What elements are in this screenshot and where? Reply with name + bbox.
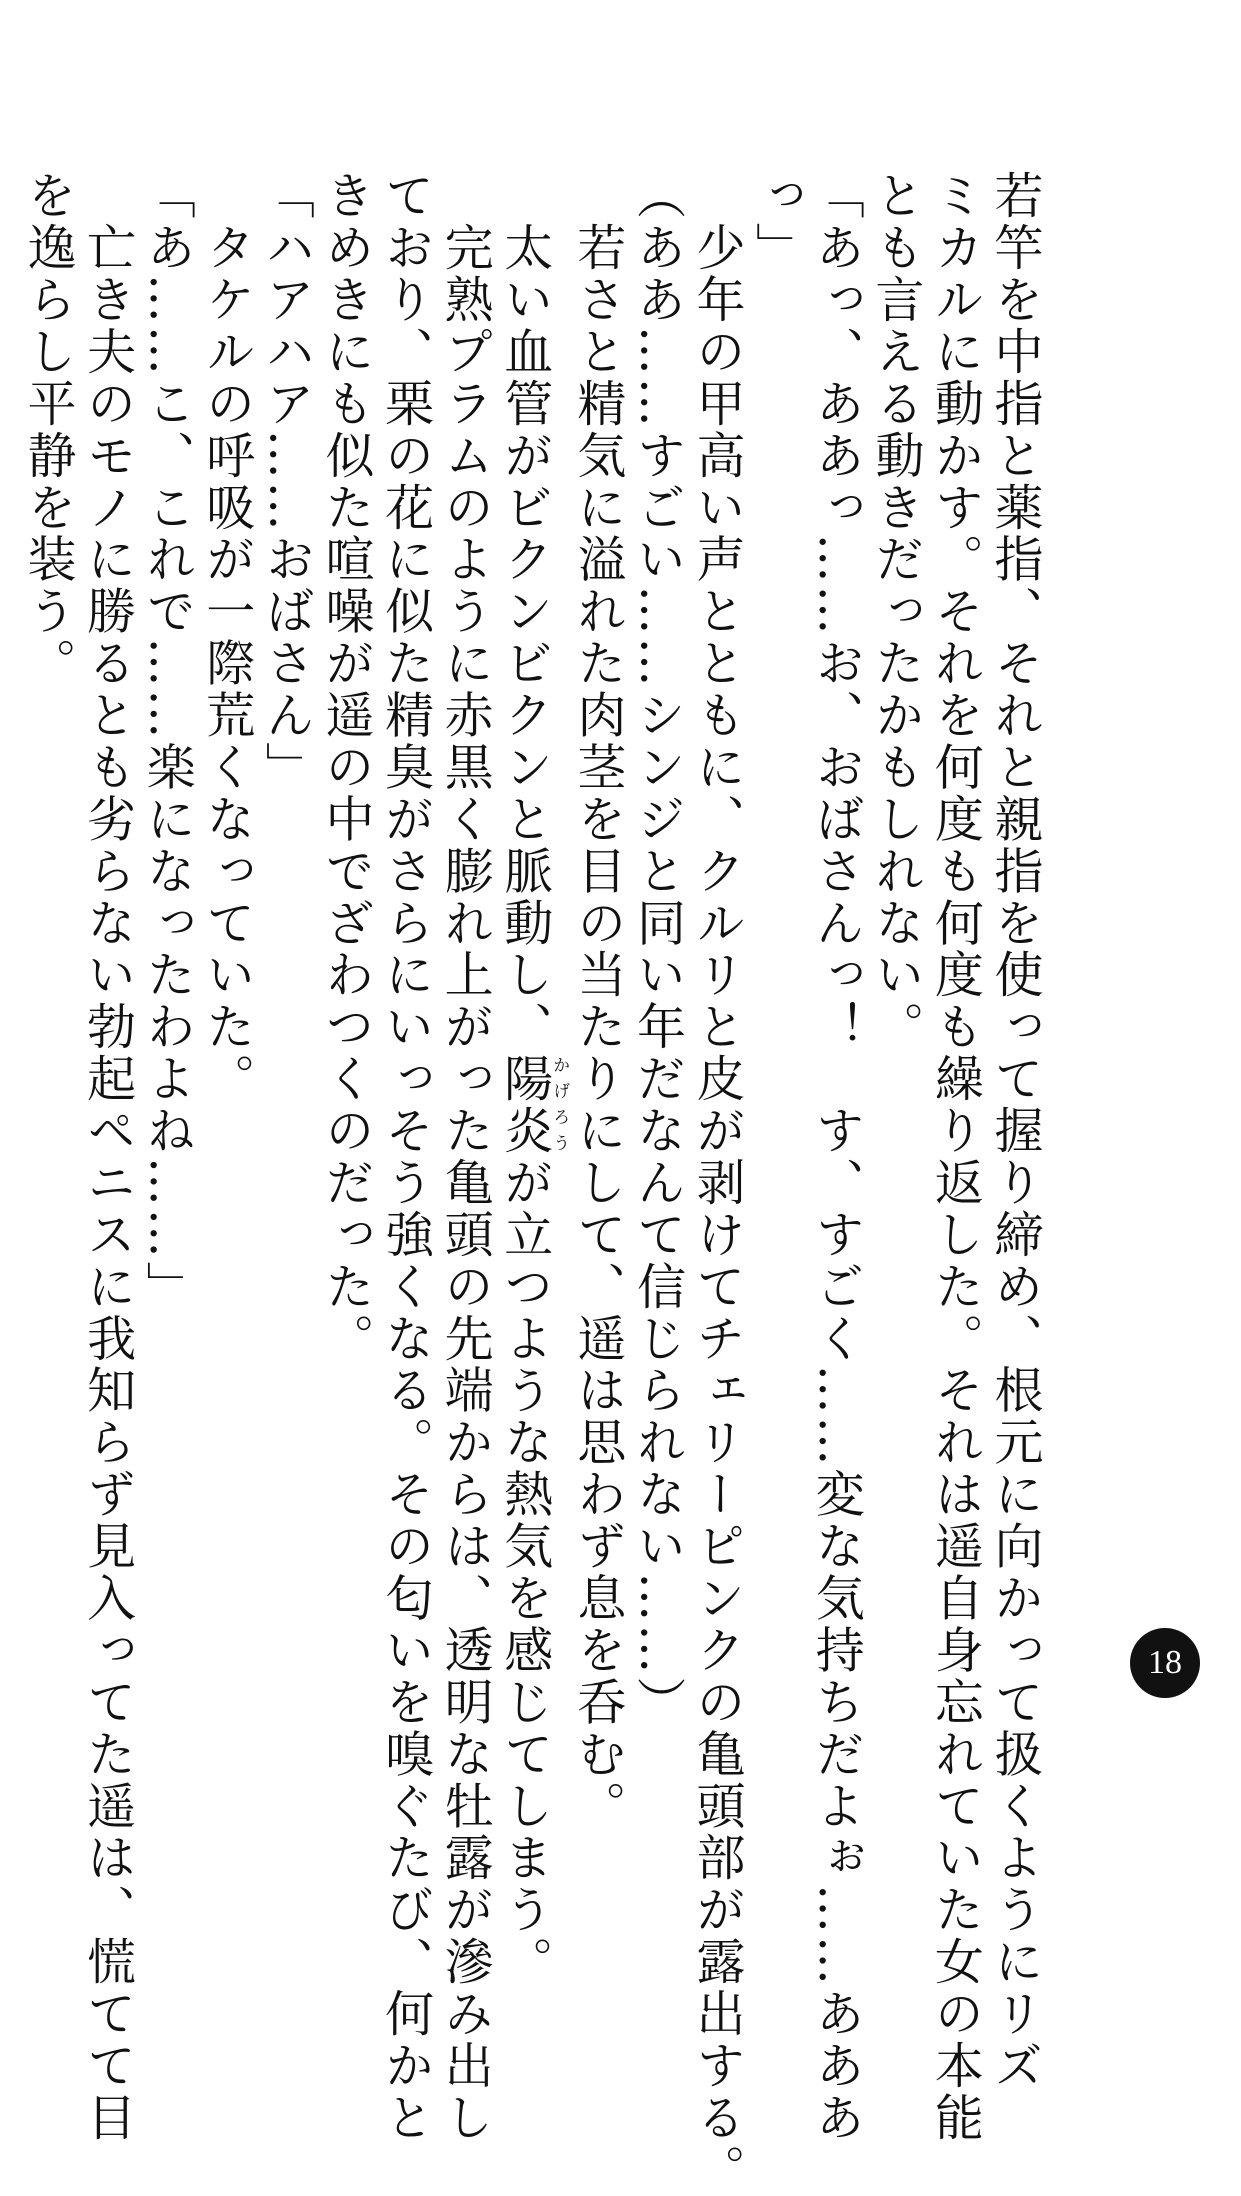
text-line: とも言える動きだったかもしれない。: [867, 170, 925, 1053]
text-line: を逸らし平静を装う。: [20, 170, 77, 690]
text-line: 若さと精気に溢れた肉茎を目の当たりにして、遥は思わず息を呑む。: [569, 170, 627, 1833]
text-line: 「あ……こ、これで……楽になったわよね……」: [139, 170, 197, 1313]
text-line: タケルの呼吸が一際荒くなっていた。: [198, 170, 256, 1105]
text-line: っ」: [748, 170, 806, 274]
ruby-word: [496, 1052, 570, 1157]
text-line: ミカルに動かす。それを何度も何度も繰り返した。それは遥自身忘れていた女の本能: [927, 170, 985, 2144]
line-segment: 太い血管がビクンビクンと脈動し、: [496, 170, 554, 1053]
ruby-base: 陽炎: [496, 1052, 554, 1157]
text-line: 「あっ、ああっ……お、おばさんっ！ す、すごく……変な気持ちだよぉ……あああ: [808, 170, 866, 2144]
text-line: 少年の甲高い声とともに、クルリと皮が剥けてチェリーピンクの亀頭部が露出する。: [689, 170, 747, 2196]
text-line: 亡き夫のモノに勝るとも劣らない勃起ペニスに我知らず見入ってた遥は、慌てて目: [79, 170, 137, 2144]
ruby-reading: かげろう: [549, 1052, 570, 1157]
text-line: ており、栗の花に似た精臭がさらにいっそう強くなる。その匂いを嗅ぐたび、何かと: [377, 170, 435, 2144]
text-line: きめきにも似た喧噪が遥の中でざわつくのだった。: [317, 170, 375, 1365]
text-line: 完熟プラムのように赤黒く膨れ上がった亀頭の先端からは、透明な牡露が滲み出し: [437, 170, 495, 2144]
text-line-with-ruby: [495, 170, 570, 1988]
line-segment: が立つような熱気を感じてしまう。: [496, 1156, 554, 1988]
text-line: 「ハアハア……おばさん」: [258, 170, 316, 794]
page-number-badge: 18: [1130, 1628, 1200, 1698]
text-line: （ああ……すごい……シンジと同い年だなんて信じられない……）: [629, 170, 687, 1729]
vertical-text-body: [18, 170, 1045, 2196]
text-line: 若竿を中指と薬指、それと親指を使って握り締め、根元に向かって扱くようにリズ: [987, 170, 1044, 2092]
